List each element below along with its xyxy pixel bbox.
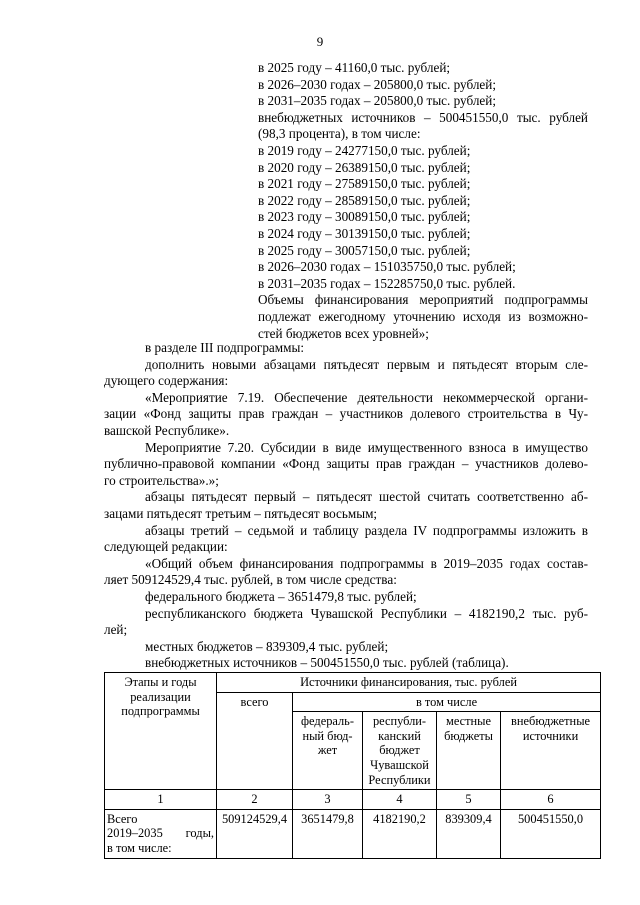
text-line: в 2025 году – 41160,0 тыс. рублей;: [258, 60, 451, 75]
text-line: Мероприятие 7.20. Субсидии в виде имущественного взноса в имущество: [145, 439, 588, 455]
text-line: зацами пятьдесят третьим – пятьдесят восьмым;: [104, 505, 378, 521]
value-federal: 3651479,8: [293, 809, 363, 858]
text-line: публично-правовой компании «Фонд защиты прав граждан – участников долево-: [104, 456, 588, 472]
table-header-row: [105, 673, 601, 693]
text-line: «Мероприятие 7.19. Обеспечение деятельности некоммерческой органи-: [145, 389, 588, 405]
header-republic: республи-канский бюджет Чувашской Республики: [363, 712, 437, 790]
text-line: зации «Фонд защиты прав граждан – участников долевого строительства в Чу-: [104, 406, 588, 422]
text-line: в 2026–2030 годах – 151035750,0 тыс. рублей;: [258, 259, 516, 275]
column-number: 2: [217, 790, 293, 810]
text-line: в 2026–2030 годах – 205800,0 тыс. рублей;: [258, 76, 496, 92]
text-line: абзацы пятьдесят первый – пятьдесят шестой считать соответственно аб-: [145, 489, 588, 505]
column-number: 6: [501, 790, 601, 810]
value-extra: 500451550,0: [501, 809, 601, 858]
text-line: Объемы финансирования мероприятий подпрограммы: [258, 292, 588, 308]
text-line: в 2031–2035 годах – 205800,0 тыс. рублей;: [258, 93, 496, 109]
text-line: внебюджетных источников – 500451550,0 тыс. рублей (таблица).: [145, 655, 509, 671]
row-label-line: в том числе:: [107, 840, 172, 855]
page-number: 9: [316, 34, 324, 49]
text-line: (98,3 процента), в том числе:: [258, 126, 421, 142]
row-label-line: 2019–2035 годы,: [107, 826, 214, 841]
value-republic: 4182190,2: [363, 809, 437, 858]
header-federal: федераль-ный бюд-жет: [293, 712, 363, 790]
column-number: 4: [363, 790, 437, 810]
text-line: «Общий объем финансирования подпрограммы в 2019–2035 годах состав-: [145, 555, 588, 571]
text-line: в 2019 году – 24277150,0 тыс. рублей;: [258, 142, 471, 158]
financing-continuation: [258, 60, 588, 342]
row-label-line: Всего: [107, 811, 138, 826]
header-sources: Источники финансирования, тыс. рублей: [217, 673, 601, 693]
text-line: дополнить новыми абзацами пятьдесят первым и пятьдесят вторым сле-: [145, 356, 588, 372]
column-number: 1: [105, 790, 217, 810]
table-number-row: [105, 790, 601, 810]
text-line: в 2023 году – 30089150,0 тыс. рублей;: [258, 209, 471, 225]
text-line: следующей редакции:: [104, 539, 228, 555]
header-including: в том числе: [293, 692, 601, 712]
text-line: стей бюджетов всех уровней»;: [258, 325, 429, 341]
amendment-text: [104, 340, 588, 672]
text-line: республиканского бюджета Чувашской Республики – 4182190,2 тыс. руб-: [145, 605, 588, 621]
text-line: в разделе III подпрограммы:: [145, 340, 305, 355]
value-total: 509124529,4: [217, 809, 293, 858]
text-line: лей;: [104, 622, 128, 638]
table-row: [105, 809, 601, 858]
column-number: 3: [293, 790, 363, 810]
text-line: ляет 509124529,4 тыс. рублей, в том числе средства:: [104, 572, 397, 588]
text-line: в 2024 году – 30139150,0 тыс. рублей;: [258, 225, 471, 241]
text-line: местных бюджетов – 839309,4 тыс. рублей;: [145, 638, 389, 654]
header-extra: внебюджетные источники: [501, 712, 601, 790]
text-line: в 2020 году – 26389150,0 тыс. рублей;: [258, 159, 471, 175]
column-number: 5: [437, 790, 501, 810]
text-line: абзацы третий – седьмой и таблицу раздела IV подпрограммы изложить в: [145, 522, 588, 538]
text-line: го строительства».»;: [104, 472, 219, 488]
value-local: 839309,4: [437, 809, 501, 858]
text-line: вашской Республике».: [104, 422, 230, 438]
text-line: внебюджетных источников – 500451550,0 тыс. рублей: [258, 109, 588, 125]
text-line: в 2022 году – 28589150,0 тыс. рублей;: [258, 192, 471, 208]
text-line: в 2025 году – 30057150,0 тыс. рублей;: [258, 242, 471, 258]
text-line: федерального бюджета – 3651479,8 тыс. рублей;: [145, 588, 417, 604]
header-stage: Этапы и годы реализации подпрограммы: [105, 673, 217, 790]
header-local: местные бюджеты: [437, 712, 501, 790]
text-line: подлежат ежегодному уточнению исходя из возможно-: [258, 308, 588, 324]
text-line: в 2021 году – 27589150,0 тыс. рублей;: [258, 176, 471, 192]
text-line: в 2031–2035 годах – 152285750,0 тыс. рублей.: [258, 275, 516, 291]
header-total: всего: [217, 692, 293, 790]
row-label: [105, 809, 217, 858]
text-line: дующего содержания:: [104, 373, 229, 389]
financing-table: [104, 672, 601, 859]
